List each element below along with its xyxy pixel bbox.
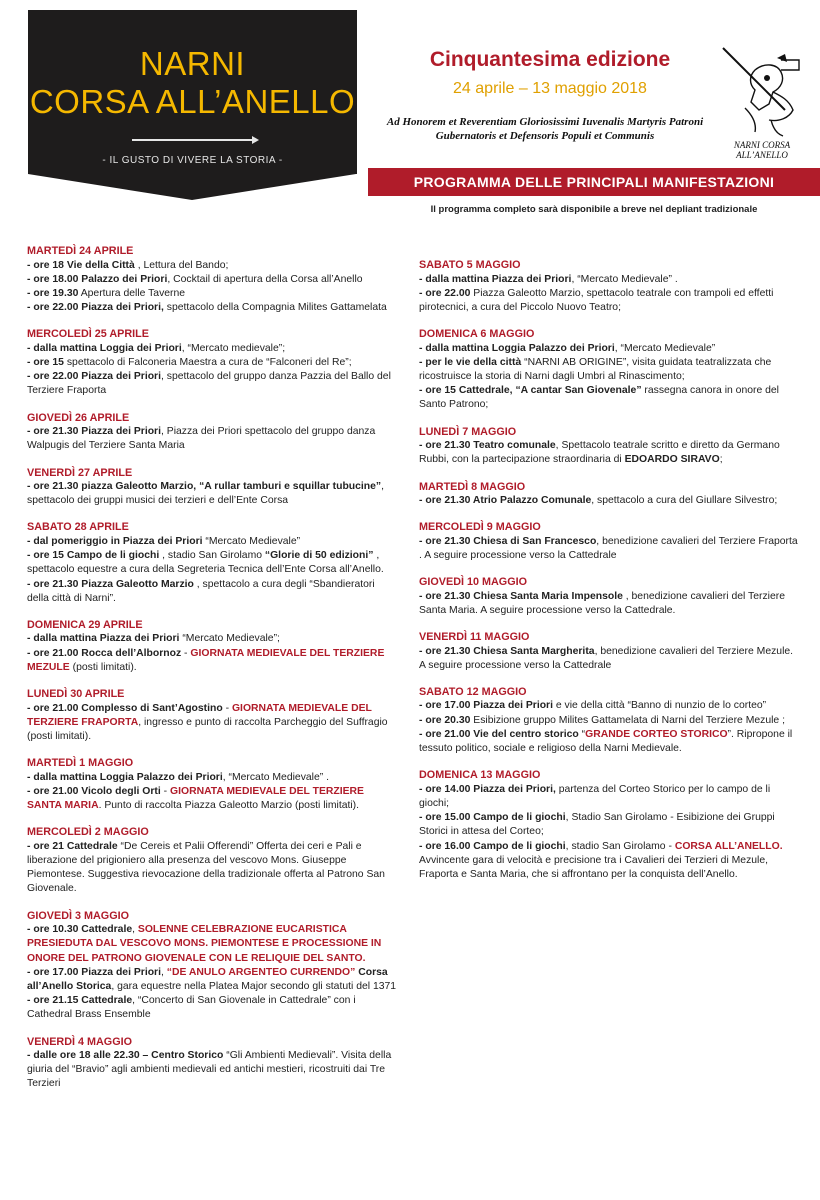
event-text: - dalle ore 18 alle 22.30 – Centro Storico	[27, 1050, 224, 1062]
day-block	[27, 909, 397, 1023]
day-block	[27, 1035, 397, 1092]
event-text: - ore 21.00 Vie del centro storico	[419, 728, 579, 740]
event-text: , spettacolo a cura del Giullare Silvestro;	[591, 495, 778, 507]
event-text: , “Mercato Medievale” .	[571, 273, 678, 285]
event-item	[27, 632, 397, 646]
event-item	[419, 840, 799, 883]
event-text: - ore 21.30 Chiesa Santa Margherita	[419, 645, 595, 657]
event-text: - ore 21.30 Chiesa di San Francesco	[419, 535, 597, 547]
event-text: , Spettacolo teatrale scritto e diretto da Germano Rubbi, con la partecipazione straordinaria di	[419, 440, 780, 466]
event-text: Corsa all’Anello Storica	[27, 966, 388, 992]
event-text: -	[160, 785, 171, 797]
event-text: - per le vie della città	[419, 356, 522, 368]
day-block	[419, 768, 799, 882]
event-item	[27, 259, 397, 273]
event-text: , spettacolo a cura degli “Sbandieratori della città di Narni”.	[27, 578, 375, 604]
event-item	[27, 647, 397, 675]
day-title: VENERDÌ 27 APRILE	[27, 466, 133, 479]
event-item	[27, 923, 397, 966]
event-text: , stadio San Girolamo -	[565, 840, 675, 852]
day-block	[419, 520, 799, 563]
event-text: “Glorie di 50 edizioni”	[264, 550, 374, 562]
day-block	[27, 825, 397, 896]
event-text: ,	[160, 966, 167, 978]
event-text: “DE ANULO ARGENTEO CURRENDO”	[166, 966, 356, 978]
event-item	[27, 578, 397, 606]
edition-dates: 24 aprile – 13 maggio 2018	[453, 80, 647, 97]
event-text: - ore 22.00 Piazza dei Priori	[27, 371, 161, 383]
event-text: GIORNATA MEDIEVALE DEL TERZIERE SANTA MARIA	[27, 785, 364, 812]
tagline: - IL GUSTO DI VIVERE LA STORIA -	[102, 155, 283, 166]
event-item	[419, 494, 799, 508]
event-item	[419, 645, 799, 673]
day-title: MARTEDÌ 24 APRILE	[27, 245, 134, 257]
event-text: - dalla mattina Piazza dei Priori	[419, 273, 572, 285]
logo-caption: NARNI CORSA ALL’ANELLO	[733, 140, 791, 160]
event-item	[27, 301, 397, 315]
event-item	[27, 840, 397, 897]
event-text: - dal pomeriggio in Piazza dei Priori	[27, 535, 203, 547]
day-block	[27, 411, 397, 454]
event-item	[27, 425, 397, 453]
event-item	[419, 287, 799, 315]
latin-dedication-line-1: Ad Honorem et Reverentiam Gloriosissimi Iuvenalis Martyris Patroni	[386, 116, 704, 128]
day-title: DOMENICA 29 APRILE	[27, 618, 143, 631]
event-item	[419, 699, 799, 713]
day-title: DOMENICA 6 MAGGIO	[419, 328, 535, 341]
event-text: , benedizione cavalieri del Terziere Mezule. A seguire processione verso la Cattedrale	[419, 645, 794, 671]
day-title: GIOVEDÌ 10 MAGGIO	[419, 576, 527, 589]
day-title: SABATO 5 MAGGIO	[419, 259, 521, 271]
event-item	[27, 370, 397, 398]
day-title: MERCOLEDÌ 2 MAGGIO	[27, 826, 149, 839]
event-text: GRANDE CORTEO STORICO	[585, 728, 728, 740]
event-text: , Stadio San Girolamo - Esibizione dei Gruppi Storici in attesa del Corteo;	[419, 812, 775, 838]
event-text: GIORNATA MEDIEVALE DEL TERZIERE FRAPORTA	[27, 702, 372, 728]
event-text: spettacolo di Falconeria Maestra a cura de “Falconeri del Re”;	[63, 357, 352, 369]
event-item	[419, 535, 799, 563]
event-text: ”. Ripropone il tessuto politico, sociale e religioso della Narni Medievale.	[419, 728, 793, 755]
event-text: Apertura delle Taverne	[78, 287, 186, 299]
day-block	[419, 685, 799, 756]
event-text: rassegna canora in onore del Santo Patrono;	[419, 385, 779, 411]
day-block	[419, 630, 799, 673]
event-text: Avvincente gara di velocità e precisione tra i Cavalieri dei Terzieri di Mezule, Fraporta e Santa Maria, che si affrontano per la conquista dell’Anello.	[419, 854, 769, 880]
event-text: - ore 21.30 Atrio Palazzo Comunale	[419, 495, 592, 507]
event-text: e vie della città “Banno di nunzio de lo corteo”	[552, 700, 767, 712]
day-block	[27, 756, 397, 813]
event-item	[419, 356, 799, 384]
day-block	[419, 575, 799, 618]
event-text: , gara equestre nella Platea Major secondo gli statuti del 1371	[111, 980, 397, 992]
event-text: - ore 15	[27, 357, 64, 369]
event-text: - ore 21 Cattedrale	[27, 840, 118, 852]
event-text: , “Mercato Medievale”	[614, 342, 716, 354]
event-text: , “Mercato Medievale” .	[222, 771, 329, 783]
event-text: - ore 15.00 Campo de li giochi	[419, 812, 566, 824]
event-item	[419, 783, 799, 811]
event-text: -	[181, 647, 191, 659]
title-line-1: NARNI	[139, 45, 246, 82]
day-title: LUNEDÌ 30 APRILE	[27, 688, 125, 701]
event-text: - dalla mattina Loggia dei Priori	[27, 342, 182, 354]
event-text: , spettacolo equestre a cura della Segreteria Tecnica dell’Ente Corsa all’Anello.	[27, 550, 384, 576]
program-note: Il programma completo sarà disponibile a breve nel depliant tradizionale	[430, 204, 758, 215]
day-title: SABATO 28 APRILE	[27, 521, 129, 534]
event-text: , spettacolo dei gruppi musici dei terzieri e dell’Ente Corsa	[27, 481, 385, 507]
event-text: CORSA ALL’ANELLO.	[674, 840, 783, 852]
event-text: - ore 21.00 Complesso di Sant’Agostino	[27, 702, 223, 714]
event-text: . Punto di raccolta Piazza Galeotto Marzio (posti limitati).	[98, 800, 360, 812]
event-text: “Gli Ambienti Medievali”. Visita della giuria del “Bravio” agli ambienti medievali ed antichi mestieri, ricostruiti dai Tre Terzieri	[27, 1050, 392, 1090]
schedule-column-left	[27, 244, 397, 1104]
event-text: - ore 21.30 Piazza dei Priori	[27, 426, 161, 438]
event-text: - ore 21.30 Chiesa Santa Maria Impensole	[419, 590, 623, 602]
event-text: - ore 18 Vie della Città	[27, 259, 135, 271]
event-item	[27, 549, 397, 577]
event-text: EDOARDO SIRAVO	[624, 454, 720, 466]
day-title: MERCOLEDÌ 9 MAGGIO	[419, 521, 541, 534]
event-text: Esibizione gruppo Milites Gattamelata di Narni del Terziere Mezule ;	[470, 714, 785, 726]
event-text: “De Cereis et Palii Offerendi” Offerta dei ceri e Pali e liberazione del prigioniero alla presenza del vescovo Mons. Giuseppe Piemontese. Suggestiva rievocazione della tradizionale offerta al Patrono San Giovenale.	[27, 840, 385, 895]
day-block	[419, 425, 799, 468]
schedule-column-right	[419, 258, 799, 894]
event-item	[27, 342, 397, 356]
event-item	[419, 439, 799, 467]
event-text: GIORNATA MEDIEVALE DEL TERZIERE MEZULE	[27, 647, 385, 673]
event-text: - ore 16.00 Campo de li giochi	[419, 840, 566, 852]
event-item	[419, 273, 799, 287]
day-title: GIOVEDÌ 26 APRILE	[27, 411, 130, 424]
event-item	[419, 811, 799, 839]
event-text: - ore 15 Cattedrale, “A cantar San Giovenale”	[419, 385, 642, 397]
event-item	[27, 702, 397, 745]
event-text: - ore 21.30 Teatro comunale	[419, 440, 556, 452]
event-text: - ore 21.00 Vicolo degli Orti	[27, 785, 161, 797]
event-item	[419, 342, 799, 356]
day-title: VENERDÌ 11 MAGGIO	[419, 631, 530, 644]
edition-title: Cinquantesima edizione	[429, 48, 671, 71]
event-text: - ore 19.30	[27, 287, 79, 299]
event-item	[27, 771, 397, 785]
event-text: “Mercato Medievale”	[202, 535, 301, 547]
event-item	[419, 384, 799, 412]
day-block	[419, 480, 799, 509]
event-text: , ingresso e punto di raccolta Parcheggio del Suffragio (posti limitati).	[27, 716, 388, 742]
event-text: SOLENNE CELEBRAZIONE EUCARISTICA PRESIEDUTA DAL VESCOVO MONS. PIEMONTESE E PROCESSIONE IN ONORE DEL PATRONO GIOVENALE CON LE RELIQUIE DEL SANTO.	[27, 924, 382, 964]
event-text: , benedizione cavalieri del Terziere Santa Maria. A seguire processione verso la Cattedrale.	[419, 590, 785, 616]
event-text: , spettacolo del gruppo danza Pazzia del Ballo del Terziere Fraporta	[27, 371, 391, 397]
event-text: - ore 21.15 Cattedrale	[27, 995, 133, 1007]
event-text: , “Mercato medievale”;	[181, 342, 286, 354]
day-title: GIOVEDÌ 3 MAGGIO	[27, 909, 129, 922]
day-block	[419, 327, 799, 413]
day-title: LUNEDÌ 7 MAGGIO	[419, 425, 517, 438]
event-text: - ore 21.30 piazza Galeotto Marzio, “A rullar tamburi e squillar tubucine”	[27, 481, 382, 493]
event-text: “	[578, 728, 586, 740]
latin-dedication-line-2: Gubernatoris et Defensoris Populi et Communis	[435, 130, 655, 142]
day-block	[27, 244, 397, 315]
day-block	[27, 618, 397, 675]
event-text: Piazza Galeotto Marzio, spettacolo teatrale con trampoli ed effetti pirotecnici, a cura del Piccolo Nuovo Teatro;	[419, 287, 774, 313]
event-item	[419, 590, 799, 618]
day-title: VENERDÌ 4 MAGGIO	[27, 1035, 132, 1048]
event-item	[27, 480, 397, 508]
arrow-divider-icon	[132, 139, 253, 141]
event-item	[27, 356, 397, 370]
event-item	[27, 1049, 397, 1092]
event-text: - dalla mattina Piazza dei Priori	[27, 633, 180, 645]
event-text: - ore 10.30 Cattedrale	[27, 924, 133, 936]
knight-logo-icon	[715, 40, 810, 150]
event-text: (posti limitati).	[69, 661, 137, 673]
event-item	[27, 535, 397, 549]
program-title-bar: PROGRAMMA DELLE PRINCIPALI MANIFESTAZIONI	[368, 168, 820, 196]
event-text: “Mercato Medievale”;	[179, 633, 280, 645]
event-text: - ore 20.30	[419, 714, 471, 726]
event-text: , Lettura del Bando;	[134, 259, 229, 271]
event-text: -	[222, 702, 232, 714]
event-text: - dalla mattina Loggia Palazzo dei Priori	[27, 771, 223, 783]
day-title: MERCOLEDÌ 25 APRILE	[27, 328, 149, 341]
header-banner-tip	[28, 174, 356, 200]
event-text: , Cocktail di apertura della Corsa all’Anello	[167, 273, 363, 285]
event-text: , benedizione cavalieri del Terziere Fraporta . A seguire processione verso la Cattedrale	[419, 535, 798, 561]
event-text: , Piazza dei Priori spettacolo del gruppo danza Walpugis del Terziere Santa Maria	[27, 426, 376, 452]
event-text: , “Concerto di San Giovenale in Cattedrale” con i Cathedral Brass Ensemble	[27, 995, 356, 1021]
event-item	[27, 966, 397, 994]
event-text: - ore 22.00 Piazza dei Priori,	[27, 302, 164, 314]
event-item	[27, 994, 397, 1022]
event-text: spettacolo della Compagnia Milites Gattamelata	[163, 302, 387, 314]
day-title: DOMENICA 13 MAGGIO	[419, 769, 541, 782]
day-title: MARTEDÌ 8 MAGGIO	[419, 480, 526, 493]
event-text: - ore 21.00 Rocca dell’Albornoz	[27, 647, 182, 659]
day-block	[27, 520, 397, 606]
day-block	[27, 327, 397, 398]
event-text: - ore 21.30 Piazza Galeotto Marzio	[27, 578, 194, 590]
event-item	[419, 728, 799, 756]
day-block	[27, 466, 397, 509]
event-text: - ore 15 Campo de li giochi	[27, 550, 160, 562]
event-item	[27, 785, 397, 813]
event-text: - ore 18.00 Palazzo dei Priori	[27, 273, 168, 285]
event-text: - ore 22.00	[419, 287, 471, 299]
day-block	[419, 258, 799, 315]
day-title: MARTEDÌ 1 MAGGIO	[27, 757, 134, 770]
title-line-2: CORSA ALL’ANELLO	[29, 83, 356, 120]
event-text: ;	[719, 454, 723, 466]
event-text: - dalla mattina Loggia Palazzo dei Priori	[419, 342, 615, 354]
event-text: partenza del Corteo Storico per lo campo de li giochi;	[419, 783, 771, 809]
event-text: , stadio San Girolamo	[159, 550, 265, 562]
event-text: ,	[132, 924, 138, 936]
event-item	[27, 273, 397, 287]
event-text: - ore 14.00 Piazza dei Priori,	[419, 783, 556, 795]
event-text: “NARNI AB ORIGINE”, visita guidata teatralizzata che ricostruisce la storia di Narni dagli Umbri al Rinascimento;	[419, 356, 772, 383]
event-text: - ore 17.00 Piazza dei Priori	[27, 966, 161, 978]
event-item	[27, 287, 397, 301]
event-text: - ore 17.00 Piazza dei Priori	[419, 700, 553, 712]
event-item	[419, 714, 799, 728]
day-title: SABATO 12 MAGGIO	[419, 685, 527, 698]
day-block	[27, 687, 397, 744]
